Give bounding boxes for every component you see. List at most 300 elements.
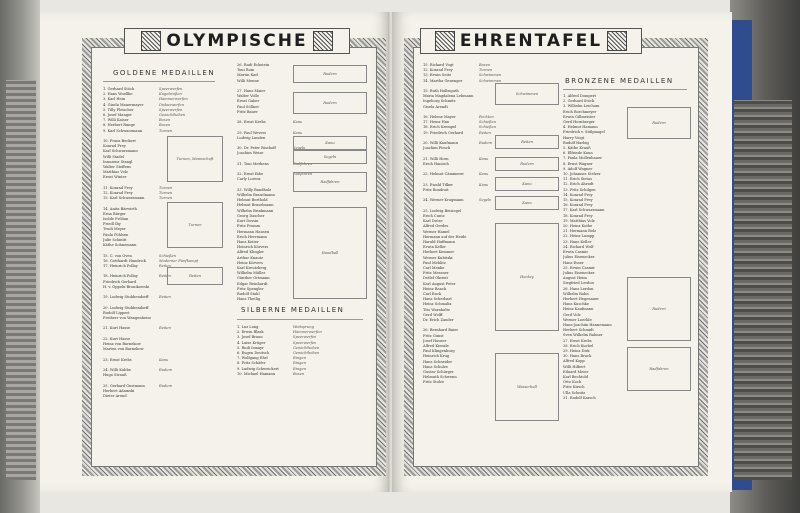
medalist-name: 22. Heinz Lumpp [563, 234, 595, 239]
medalist-name: August Heim [563, 276, 587, 281]
medalist-name: Joachim Weise [237, 151, 264, 156]
event-box: Kanu [495, 196, 559, 210]
medalist-name: 5. Tilly Fleischer [103, 107, 134, 112]
medalist-name: Detlef Okrent [423, 276, 448, 281]
medalist-event: Reiten [159, 263, 171, 268]
medalist-name: Trudi Meyer [103, 227, 126, 232]
medalist-name: Karl August Peter [423, 281, 456, 286]
medalist-name: Heinz Raack [423, 286, 447, 291]
medalist-event: Gewichtheben [293, 345, 320, 350]
medalist-name: Rudolf Stahl [237, 291, 260, 296]
medalist-name: Gerd Volz [563, 312, 581, 317]
medalist-name: 15. Konrad Frey [563, 198, 593, 203]
medalist-name: 2. Erwin Blask [237, 330, 264, 335]
medalist-name: Ludwig Landen [237, 135, 266, 140]
medalist-name: 31. Toni Merkens [237, 161, 269, 166]
silver-list [237, 325, 367, 377]
medalist-event: Turnen [159, 185, 173, 190]
medalist-name: Fritz Bauer [237, 109, 258, 114]
medalist-event: Ringen [293, 366, 306, 371]
medalist-name: 2. Gerhard Stöck [563, 99, 595, 104]
medalist-name: 18. Konrad Frey [563, 213, 593, 218]
medalist-event: Schießen [479, 120, 496, 125]
medalist-name: 21. Kurt Hasse [103, 326, 131, 331]
medalist-name: 3. Josef Braun [237, 335, 263, 340]
medalist-event: Reiten [159, 295, 171, 300]
medalist-name: 12. Erich Ahrndt [563, 182, 594, 187]
medalist-event: Ringen [293, 356, 306, 361]
medalist-name: Alfred Gerdes [423, 224, 449, 229]
medalist-name: Julius Eisenecker [563, 270, 595, 275]
medalist-event: Turnen [159, 196, 173, 201]
event-box: Radfahren [293, 172, 367, 192]
medalist-name: 21. Hermann Bolz [563, 229, 597, 234]
medalist-name: 17. Heinz Hax [423, 120, 449, 125]
medalist-event: Boxen [479, 63, 491, 67]
ornament-icon [141, 31, 161, 51]
medalist-name: Hermann auf der Heide [423, 234, 467, 239]
medalist-name: Konrad Frey [103, 144, 126, 149]
medalist-name: Herbert Schmidt [563, 328, 594, 333]
medalist-name: 20. Ludwig Stubbendorff [103, 305, 149, 310]
medalist-event: Hammerwerfen [159, 97, 188, 102]
medalist-name: 7. Paula Mollenhauer [563, 156, 602, 161]
medalist-name: 24. Willi Kubbe [103, 367, 131, 372]
medalist-event: Radfahren [293, 172, 313, 177]
medalist-name: Heinz Kaufmann [563, 307, 594, 312]
medalist-name: 9. Ludwig Schweickert [237, 366, 279, 371]
medalist-name: 6. Josef Manger [103, 113, 132, 118]
medalist-event: Segeln [293, 146, 306, 151]
medalist-event: Segeln [479, 198, 492, 203]
medalist-name: Erwin Casmir [563, 250, 589, 255]
medalist-name: 9. Karl Schwarzmann [103, 128, 143, 133]
event-box: Handball [293, 207, 367, 299]
medalist-name: 30. Hans Bruck [563, 354, 592, 359]
medalist-name: 15. Richard Vogt [423, 63, 454, 67]
medalist-name: 4. Helmut Hamann [563, 125, 598, 130]
medalist-name: 9. Adolf Wagner [563, 166, 593, 171]
medalist-name: 31. Rudolf Karsch [563, 395, 596, 400]
event-box: Turnen, Mannschaft [167, 136, 223, 182]
medalist-name: Julie Schmitt [103, 237, 127, 242]
medalist-name: Maria Magdalena Lehmann [423, 94, 474, 99]
medalist-name: 25. Gerhard Gustmann [103, 383, 145, 388]
medalist-event: Kanu [293, 130, 303, 135]
medalist-name: Ingeborg Schmitz [423, 99, 456, 104]
medalist-name: 25. Erwin Casmir [563, 265, 595, 270]
ornamental-frame-right [404, 38, 708, 476]
medalist-name: 20. Willi Kaufmann [423, 141, 458, 146]
medalist-name: Rudolf Harbig [563, 140, 589, 145]
medalist-event: Radfahren [293, 161, 313, 166]
medalist-name: Karl Schwarzmann [103, 149, 138, 154]
medalist-name: Kurt Dossin [237, 219, 259, 224]
medalist-event: Turnen [479, 68, 493, 73]
medalist-name: 27. Ernst Krebs [563, 338, 592, 343]
medalist-name: Josef Hauser [423, 338, 447, 343]
medalist-name: Willi Stadel [103, 154, 124, 159]
medalist-name: Karl Dröse [423, 219, 443, 224]
medalist-name: Heinz Schmalix [423, 302, 452, 307]
header-banner-left [124, 28, 350, 54]
medalist-name: 1. Alfred Dompert [563, 94, 596, 98]
medalist-name: 30. Dr. Peter Bischoff [237, 146, 276, 151]
right-page [392, 12, 732, 492]
medalist-event: Boxen [159, 118, 171, 123]
medalist-name: Heinz von Barnekow [103, 341, 141, 346]
medalist-name: Paul Klingenburg [423, 349, 455, 354]
medalist-name: Edgar Reinhardt [237, 281, 268, 286]
medalist-event: Schwimmen [479, 78, 502, 83]
medalist-name: Herbert Hegenauer [563, 296, 600, 301]
medalist-name: Otto Koch [563, 380, 582, 385]
medalist-event: Fechten [479, 115, 494, 120]
medalist-name: 28. Erich Kuchel [563, 343, 594, 348]
medalist-name: Heinz Körvers [237, 260, 263, 265]
medalist-name: 26. Rudi Eckstein [237, 63, 270, 67]
section-title-gold: GOLDENE MEDAILLEN [113, 69, 216, 77]
medalist-event: Kanu [159, 357, 169, 362]
medalist-name: 23. Ernst Krebs [103, 357, 132, 362]
medalist-name: 25. Ludwig Beisiegel [423, 208, 462, 213]
medalist-name: 16. Konrad Frey [563, 203, 593, 208]
medalist-name: Karl Bechtold [563, 374, 588, 379]
medalist-name: 13. Erwin Seitz [423, 73, 451, 78]
medalist-name: Matthias Volz [103, 170, 128, 175]
section-title-silver: SILBERNE MEDAILLEN [241, 306, 345, 314]
medalist-name: Isolde Frölian [103, 217, 129, 222]
medalist-name: 6. Elfriede Kaun [563, 151, 593, 156]
medalist-event: Hammerwerfen [293, 330, 322, 335]
medalist-name: Eduard Meier [563, 369, 589, 374]
medalist-name: Friedrich v. Stülpnagel [563, 130, 605, 135]
medalist-name: 6. Eugen Deutsch [237, 351, 270, 356]
event-box: Rudern [293, 65, 367, 83]
medalist-name: Harry Voigt [563, 135, 585, 140]
medalist-name: 27. Hans Maier [237, 89, 266, 94]
medalist-event: Kanu [293, 120, 303, 125]
medalist-name: Alfred Klingler [237, 250, 264, 255]
ornamental-frame-left [82, 38, 386, 476]
medalist-name: Hugo Strauß [103, 373, 127, 378]
medalist-name: Dr. Erich Zander [423, 317, 454, 322]
medalist-name: 14. Konrad Frey [563, 192, 593, 197]
medalist-name: Günther Ortmann [237, 276, 270, 281]
medalist-name: Hans Schneider [423, 359, 453, 364]
medalist-name: 32. Ernst Ihbe [237, 172, 264, 177]
medalist-name: Alfred Kienzle [423, 343, 449, 348]
medalist-name: Werner Hamel [423, 229, 450, 234]
medalist-event: Rudern [159, 367, 173, 372]
event-box: Kanu [495, 177, 559, 191]
section-title-bronze: BRONZENE MEDAILLEN [565, 77, 674, 85]
medalist-name: Fritz Bondroit [423, 187, 449, 192]
event-box: Hockey [495, 223, 559, 331]
medalist-name: 10. Michael Hamann [237, 371, 276, 376]
medalist-name: Walter Steffens [103, 165, 131, 170]
medalist-event: Rudern [159, 383, 173, 388]
medalist-name: Paul Söllner [237, 104, 260, 109]
medalist-name: Erich Herrmann [237, 234, 267, 239]
medalist-row [237, 372, 367, 377]
medalist-name: Ernst Gaber [237, 99, 260, 104]
medalist-name: Georg Dascher [237, 213, 265, 218]
medalist-name: Herbert Kemmer [423, 250, 455, 255]
event-box: Segeln [293, 150, 367, 164]
medalist-event: Speerwerfen [159, 87, 183, 91]
stadium-photo-left [6, 80, 36, 480]
medalist-name: Julius Eisenecker [563, 255, 595, 260]
medalist-name: Alfred Kopp [563, 359, 585, 364]
medalist-name: 29. Paul Wevers [237, 130, 267, 135]
medalist-name: Wilhelm Müller [237, 271, 266, 276]
medalist-event: Weitsprung [293, 325, 314, 329]
medalist-name: 23. Hans Keller [563, 239, 592, 244]
medalist-name: Ernst Winter [103, 175, 127, 180]
medalist-name: Werner Kubitzki [423, 255, 453, 260]
medalist-name: 1. Luz Long [237, 325, 259, 329]
medalist-event: Reiten [479, 130, 491, 135]
event-box: Rudern [293, 92, 367, 114]
medalist-name: 15. C. von Oven [103, 253, 132, 258]
medalist-name: Carly Lorenz [237, 177, 261, 182]
event-box: Rudern [627, 107, 691, 139]
medalist-name: Erich Hanisch [423, 161, 449, 166]
medalist-name: Hans Theilig [237, 297, 261, 302]
medalist-name: 18. Heinrich Pollay [103, 274, 138, 279]
medalist-row [563, 396, 693, 401]
event-box: Rudern [495, 157, 559, 171]
medalist-event: Reiten [159, 326, 171, 331]
medalist-name: Toni Rom [237, 68, 255, 73]
medalist-name: 3. Karl Hein [103, 97, 126, 102]
medalist-name: 29. Heinz Dirk [563, 348, 590, 353]
medalist-event: Gewichtheben [159, 113, 186, 118]
medalist-name: 5. Käthe Krauß [563, 146, 591, 151]
medalist-name: 8. Ernst Wagner [563, 161, 593, 166]
medalist-event: Schießen [159, 253, 176, 258]
medalist-name: 14. Martha Genenger [423, 78, 463, 83]
ornament-icon [435, 31, 455, 51]
medalist-name: Joachim Pirsch [423, 146, 451, 151]
medalist-name: 12. Konrad Frey [103, 191, 133, 196]
medalist-name: Hans Esser [563, 260, 584, 265]
medalist-name: Erich Borchmeyer [563, 109, 597, 114]
medalist-event: Gewichtheben [293, 351, 320, 356]
medalist-event: Speerwerfen [293, 340, 317, 345]
medalist-name: 3. Wilhelm Leichum [563, 104, 600, 109]
medalist-name: Hans Keiter [237, 239, 259, 244]
medalist-name: Hans-Joachim Hannemann [563, 322, 612, 327]
medalist-name: 11. Konrad Frey [103, 185, 133, 190]
medalist-name: 17. Karl Schwarzmann [563, 208, 605, 213]
medalist-name: Siegfried Lerdon [563, 281, 594, 286]
medalist-event: Turnen [159, 128, 173, 133]
medalist-name: Marten von Barnekow [103, 347, 144, 352]
medalist-name: Erwin Keller [423, 245, 446, 250]
medalist-event: Kanu [479, 182, 489, 187]
medalist-name: 22. Helmut Cämmerer [423, 172, 464, 177]
medalist-name: Fritz Fromm [237, 224, 261, 229]
medalist-name: Rudolf Lippert [103, 310, 130, 315]
medalist-event: Moderner Fünfkampf [159, 258, 199, 263]
medalist-name: 15. Ruth Halbsguth [423, 89, 459, 94]
medalist-name: 7. Wolfgang Ehrl [237, 356, 268, 361]
medalist-name: 23. Ewald Tilker [423, 182, 454, 187]
medalist-name: Hermann Hansen [237, 229, 270, 234]
medalist-event: Reiten [159, 274, 171, 279]
medalist-name: Hans Schulze [423, 364, 448, 369]
medalist-name: 13. Karl Schwarzmann [103, 196, 145, 201]
medalist-name: 18. Erich Krempel [423, 125, 457, 130]
medalist-name: 24. Richard Wolf [563, 244, 594, 249]
medalist-name: Helmut Braselmann [237, 203, 274, 208]
medalist-name: 1. Gerhard Stöck [103, 87, 135, 91]
medalist-name: 8. Herbert Runge [103, 123, 136, 128]
medalist-name: Karl Kreutzberg [237, 265, 267, 270]
medalist-name: 10. Franz Beckert [103, 139, 136, 144]
medalist-name: Sven Wilhelm Rahner [563, 333, 603, 338]
medalist-name: Wilhelm Rahn [563, 291, 589, 296]
medalist-name: Helmut Berthold [237, 198, 268, 203]
open-book [40, 12, 732, 492]
medalist-name: Freiherr von Wangenheim [103, 315, 151, 320]
section-rule [103, 81, 215, 82]
medalist-name: 17. Heinrich Pollay [103, 263, 138, 268]
medalist-name: Gerd Hornberger [563, 120, 595, 125]
medalist-name: Harald Huffmann [423, 239, 455, 244]
medalist-name: 8. Fritz Schäfer [237, 361, 266, 366]
medalist-event: Ringen [293, 361, 306, 366]
medalist-name: 22. Kurt Hasse [103, 336, 131, 341]
medalist-name: Paula Pöhlsen [103, 232, 129, 237]
medalist-name: 10. Johannes Stelzer [563, 172, 601, 177]
medalist-event: Speerwerfen [159, 107, 183, 112]
medalist-event: Kugelstoßen [159, 92, 182, 97]
medalist-event: Kanu [479, 156, 489, 161]
medalist-name: 5. Rudi Ismayr [237, 345, 264, 350]
header-banner-right [420, 28, 642, 54]
medalist-name: Innozenz Stangl [103, 159, 133, 164]
event-box: Kanu [293, 136, 367, 150]
section-rule [563, 89, 687, 90]
medalist-row [103, 394, 223, 399]
medalist-event: Boxen [159, 123, 171, 128]
medalist-name: Wilhelm Brinkmann [237, 208, 274, 213]
medalist-name: Fritz Kirsch [563, 385, 585, 390]
medalist-name: Helmuth Schwenn [423, 375, 457, 380]
medalist-name: Friedrich Gerhard [103, 279, 137, 284]
ornament-icon [607, 31, 627, 51]
medalist-name: Fritz Gunst [423, 333, 444, 338]
medalist-event: Turnen [159, 191, 173, 196]
medalist-name: 12. Konrad Frey [423, 68, 453, 73]
event-box: Wasserball [495, 353, 559, 421]
medalist-name: Tito Warnholtz [423, 307, 450, 312]
medalist-name: 21. Willi Horn [423, 156, 449, 161]
medalist-name: Hans Kuschke [563, 302, 589, 307]
medalist-name: Wilhelm Braselmann [237, 193, 275, 198]
medalist-name: Willi Hilbert [563, 364, 586, 369]
medalist-name: Fritz Spengler [237, 286, 264, 291]
event-box: Turnen [167, 202, 223, 248]
medalist-name: Erna Bürger [103, 211, 126, 216]
ornament-icon [313, 31, 333, 51]
medalist-name: Herbert Adamski [103, 388, 135, 393]
medalist-event: Schwimmen [479, 73, 502, 78]
medalist-name: 26. Hans Lerdon [563, 286, 594, 291]
medalist-name: H. v. Oppeln-Bronikowski [103, 284, 150, 289]
medalist-name: 33. Willy Bandholz [237, 187, 272, 192]
medalist-name: Erich Cuntz [423, 213, 445, 218]
medalist-name: 14. Anita Bärwirth [103, 206, 137, 211]
medalist-name: Heinrich Krug [423, 354, 450, 359]
header-title-olympische: OLYMPISCHE [166, 31, 308, 51]
event-box: Reiten [167, 267, 223, 285]
medalist-event: Boxen [293, 371, 305, 376]
medalist-name: 28. Ernst Krebs [237, 120, 266, 125]
medalist-name: 20. Heinz Kothe [563, 224, 593, 229]
medalist-name: Dieter Arend [103, 393, 127, 398]
medalist-name: Gisela Arendt [423, 104, 448, 109]
medalist-event: Speerwerfen [293, 335, 317, 340]
medalist-name: Ulla Schnitz [563, 390, 586, 395]
section-rule [237, 319, 363, 320]
medalist-name: Martin Karl [237, 73, 259, 78]
medalist-name: 13. Fritz Schilgen [563, 187, 596, 192]
medalist-name: Werner Loeckle [563, 317, 592, 322]
medalist-name: 19. Matthias Volz [563, 218, 595, 223]
medalist-name: 26. Bernhard Baier [423, 328, 459, 333]
medalist-name: 24. Werner Krugmann [423, 198, 464, 203]
medalist-name: Carl Menke [423, 265, 445, 270]
event-box: Reiten [495, 135, 559, 149]
medalist-name: 4. Luise Krüger [237, 340, 266, 345]
medalist-name: 19. Ludwig Stubbendorff [103, 295, 149, 300]
event-box: Schwimmen [495, 83, 559, 105]
medalist-name: Gustav Schürger [423, 369, 454, 374]
medalist-name: 4. Gisela Mauermayer [103, 102, 144, 107]
medalist-name: Käthe Sohnemann [103, 243, 137, 248]
medalist-name: 16. Gotthardt Handrick [103, 258, 146, 263]
medalist-name: 7. Willi Kaiser [103, 118, 129, 123]
medalist-name: Gerd Wolff [423, 312, 443, 317]
event-box: Radfahren [627, 347, 691, 391]
medalist-name: Erwin Gillmeister [563, 114, 596, 119]
medalist-name: Fritz Stolze [423, 380, 445, 385]
medalist-event: Schießen [479, 125, 496, 130]
medalist-name: 19. Friedrich Gerhard [423, 130, 464, 135]
medalist-name: Walter Volle [237, 94, 259, 99]
medalist-name: Heinrich Körvers [237, 245, 269, 250]
medalist-name: Fritz Messner [423, 271, 449, 276]
left-page [40, 12, 390, 492]
medalist-name: Paul Mehlitz [423, 260, 446, 265]
stadium-photo-right [734, 100, 792, 480]
event-box: Rudern [627, 277, 691, 341]
header-title-ehrentafel: EHRENTAFEL [459, 31, 603, 51]
medalist-name: 16. Helene Mayer [423, 115, 456, 120]
medalist-name: 11. Erich Sietas [563, 177, 592, 182]
medalist-name: Hans Scherbart [423, 297, 452, 302]
medalist-name: 2. Hans Woellke [103, 92, 133, 97]
medalist-name: Willi Menne [237, 78, 259, 83]
medalist-name: Arthur Knautz [237, 255, 264, 260]
medalist-name: Carl Ruck [423, 291, 442, 296]
medalist-name: Friedl Iby [103, 222, 121, 227]
medalist-event: Rudern [479, 141, 493, 146]
